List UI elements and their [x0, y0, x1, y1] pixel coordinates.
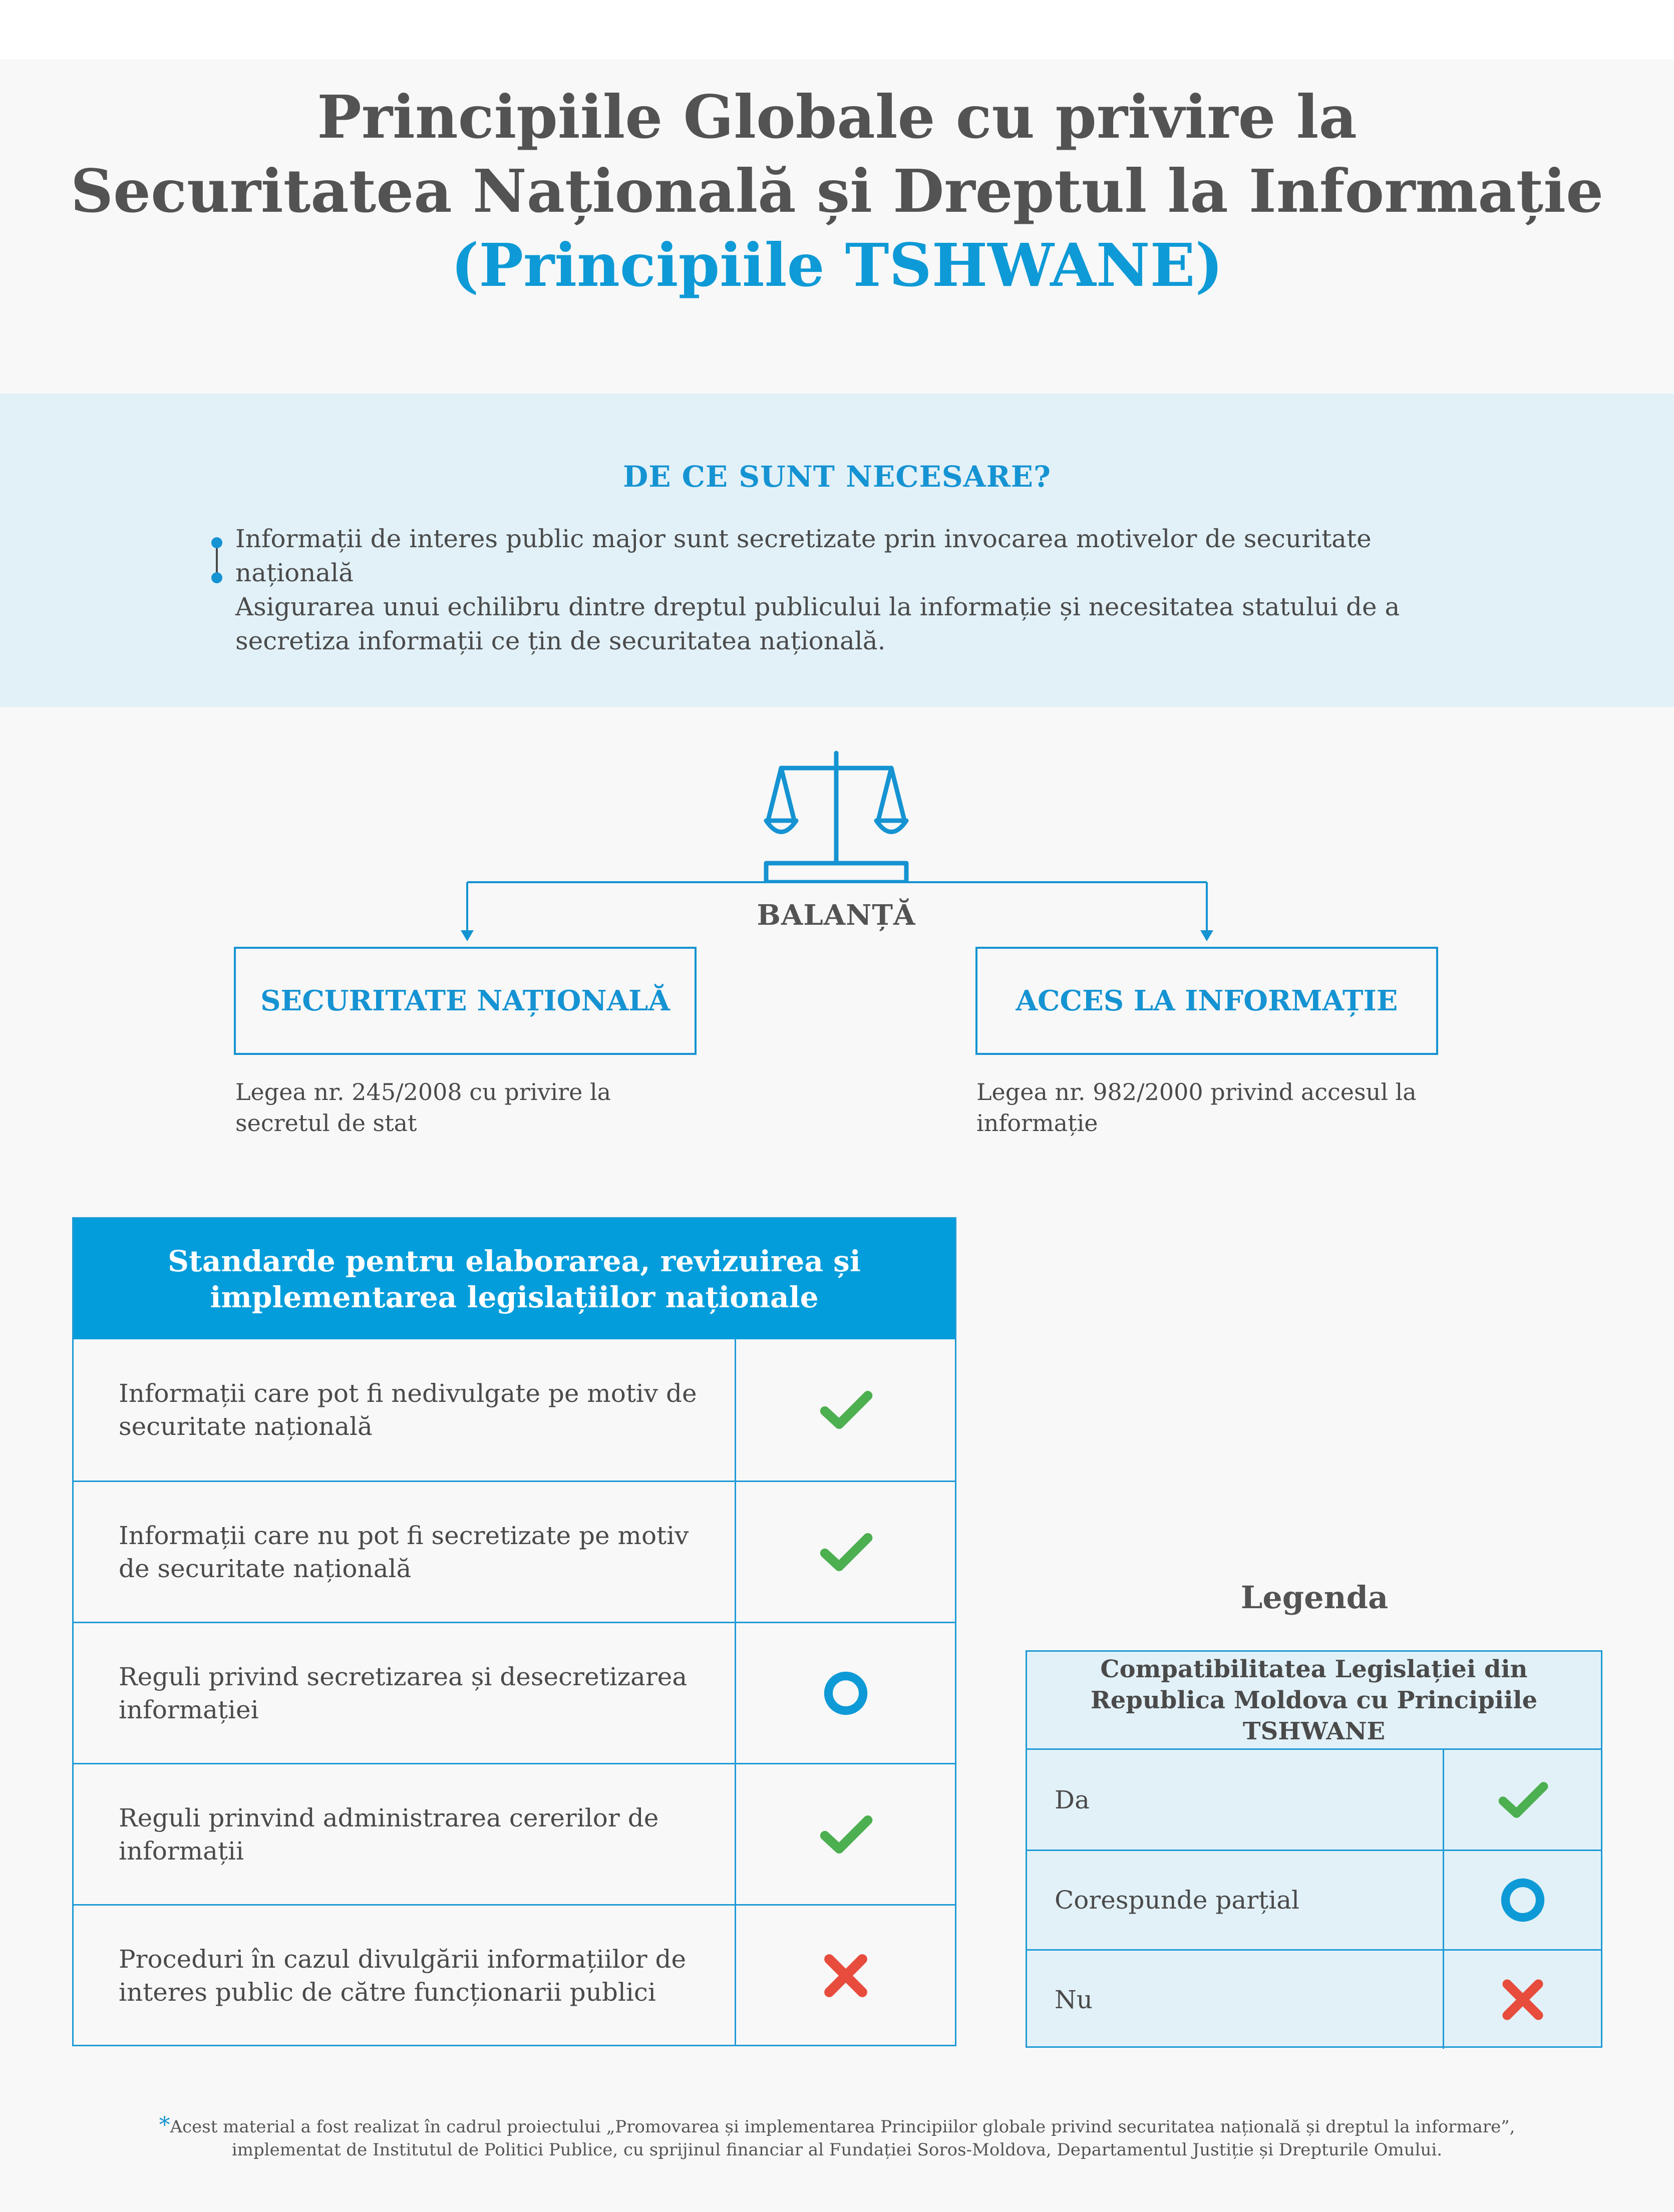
standards-row — [74, 1481, 955, 1622]
standards-table-header — [74, 1219, 955, 1339]
why-item-1: Informații de interes public major sunt secretizate prin invocarea motivelor de securitate națională — [235, 524, 1372, 587]
cross-icon — [818, 1948, 873, 2003]
legend-row-label: Nu — [1027, 1951, 1444, 2049]
standards-row-status — [736, 1906, 955, 2045]
legend-row-status — [1444, 1951, 1601, 2049]
legend-row — [1027, 1750, 1601, 1850]
legend-header — [1027, 1652, 1601, 1750]
standards-row — [74, 1339, 955, 1481]
legend-row — [1027, 1850, 1601, 1949]
circle-icon — [1499, 1876, 1547, 1924]
standards-row — [74, 1763, 955, 1904]
legend-row — [1027, 1949, 1601, 2049]
legend-row-label: Da — [1027, 1750, 1444, 1850]
why-heading: DE CE SUNT NECESARE? — [623, 460, 1051, 494]
footnote-text-2: implementat de Institutul de Politici Publice, cu sprijinul financiar al Fundației Soros-Moldova, Departamentul Justiție și Drepturile Omului. — [231, 2140, 1443, 2160]
standards-row-status — [736, 1339, 955, 1481]
title-line-1: Principiile Globale cu privire la — [317, 82, 1357, 152]
cross-icon — [1497, 1974, 1549, 2026]
standards-row-text: Informații care pot fi nedivulgate pe motiv de securitate națională — [74, 1339, 736, 1481]
title-line-2: Securitatea Națională și Dreptul la Informație — [70, 156, 1604, 226]
standards-row — [74, 1904, 955, 2045]
checkmark-icon — [818, 1807, 873, 1862]
legend-title: Legenda — [1240, 1579, 1389, 1616]
checkmark-icon — [1497, 1774, 1549, 1826]
legend-row-status — [1444, 1750, 1601, 1850]
standards-row-status — [736, 1482, 955, 1622]
bullet-connector-icon — [209, 535, 224, 585]
circle-icon — [822, 1669, 870, 1717]
standards-row-text: Proceduri în cazul divulgării informațiilor de interes public de către funcționarii publici — [74, 1906, 736, 2045]
access-to-information-law: Legea nr. 982/2000 privind accesul la informație — [976, 1078, 1417, 1137]
why-section — [0, 394, 1674, 707]
standards-row-status — [736, 1764, 955, 1904]
legend-row-label: Corespunde parțial — [1027, 1851, 1444, 1949]
legend-row-status — [1444, 1851, 1601, 1949]
standards-row-status — [736, 1623, 955, 1763]
legend-header-text: Compatibilitatea Legislației din Republica Moldova cu Principiile TSHWANE — [1090, 1655, 1538, 1745]
title-line-3: (Principiile TSHWANE) — [451, 230, 1223, 300]
access-to-information-box: ACCES LA INFORMAȚIE — [975, 947, 1438, 1055]
page-title — [0, 80, 1674, 302]
scales-of-justice-icon — [761, 748, 911, 883]
standards-row-text: Informații care nu pot fi secretizate pe motiv de securitate națională — [74, 1482, 736, 1622]
national-security-law: Legea nr. 245/2008 cu privire la secretul de stat — [235, 1078, 611, 1137]
standards-table-title: Standarde pentru elaborarea, revizuirea și implementarea legislațiilor naționale — [168, 1244, 861, 1314]
footnote — [0, 2114, 1674, 2161]
standards-table — [72, 1217, 956, 2046]
footnote-asterisk: * — [159, 2112, 170, 2138]
checkmark-icon — [818, 1525, 873, 1580]
standards-rows — [74, 1339, 955, 2045]
why-item-2: Asigurarea unui echilibru dintre dreptul publicului la informație și necesitatea statului de a secretiza informații ce țin de securitatea națională. — [235, 592, 1400, 655]
legend-rows — [1027, 1750, 1601, 2049]
checkmark-icon — [818, 1382, 873, 1437]
footnote-line-1 — [0, 2114, 1674, 2138]
balance-label: BALANȚĂ — [757, 899, 916, 932]
standards-row-text: Reguli prinvind administrarea cererilor de informații — [74, 1764, 736, 1904]
legend-table — [1026, 1650, 1602, 2048]
footnote-text-1: Acest material a fost realizat în cadrul proiectului „Promovarea și implementarea Principiilor globale privind securitatea națională și dreptul la informare”, — [170, 2117, 1515, 2137]
standards-row-text: Reguli privind secretizarea și desecretizarea informației — [74, 1623, 736, 1763]
standards-row — [74, 1622, 955, 1763]
why-list — [235, 522, 1487, 658]
national-security-box: SECURITATE NAȚIONALĂ — [234, 947, 697, 1055]
